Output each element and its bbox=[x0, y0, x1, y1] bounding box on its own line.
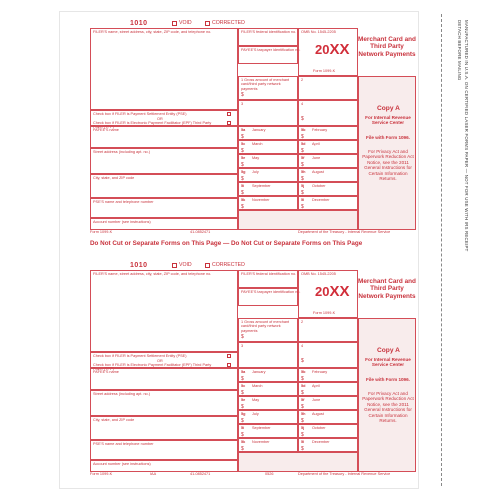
box-5i[interactable] bbox=[238, 424, 298, 438]
dollar-sign: $ bbox=[241, 148, 244, 154]
box3-label: 3 bbox=[241, 344, 244, 348]
month-name: February bbox=[312, 128, 328, 132]
filer-tin-label: FILER'S federal identification no. bbox=[241, 30, 297, 34]
box-5e[interactable] bbox=[238, 396, 298, 410]
form-title: Merchant Card and Third Party Network Payments bbox=[358, 278, 416, 300]
dollar-sign: $ bbox=[301, 358, 304, 364]
month-code: 5f bbox=[301, 398, 305, 402]
year-prefix: 20 bbox=[315, 284, 330, 299]
footer-dept: Department of the Treasury - Internal Revenue Service bbox=[298, 472, 391, 476]
box-5b[interactable] bbox=[298, 368, 358, 382]
epf-checkbox[interactable] bbox=[227, 363, 231, 367]
box4[interactable] bbox=[298, 342, 358, 368]
corrected-label: CORRECTED bbox=[212, 20, 245, 26]
filer-label: FILER'S name, street address, city, state, ZIP code, and telephone no. bbox=[93, 30, 212, 34]
footer-form: Form 1099-K bbox=[90, 230, 113, 234]
dollar-sign: $ bbox=[301, 404, 304, 410]
dollar-sign: $ bbox=[241, 190, 244, 196]
void-checkbox[interactable] bbox=[172, 263, 177, 268]
footer-iaa: IAA bbox=[150, 472, 157, 476]
box-5j[interactable] bbox=[298, 182, 358, 196]
box-5j[interactable] bbox=[298, 424, 358, 438]
copy-a-label: Copy A bbox=[377, 105, 400, 112]
box-5l[interactable] bbox=[298, 438, 358, 452]
payee-tin-box[interactable] bbox=[238, 288, 301, 306]
dollar-sign: $ bbox=[241, 418, 244, 424]
privacy-notice: For Privacy Act and Paperwork Reduction Act Notice, see the 2011 General Instructions for Certain Information Returns. bbox=[362, 149, 414, 182]
box-5e[interactable] bbox=[238, 154, 298, 168]
dollar-sign: $ bbox=[241, 432, 244, 438]
for-irs-label: For Internal Revenue Service Center bbox=[365, 115, 411, 126]
box1-gross-amount[interactable] bbox=[238, 318, 298, 342]
month-name: July bbox=[252, 170, 259, 174]
dollar-sign: $ bbox=[241, 162, 244, 168]
month-name: August bbox=[312, 170, 324, 174]
city-label: City, state, and ZIP code bbox=[93, 176, 135, 180]
form-code: 1010 bbox=[130, 262, 148, 269]
box-5a[interactable] bbox=[238, 368, 298, 382]
form-title: Merchant Card and Third Party Network Payments bbox=[358, 36, 416, 58]
box2[interactable] bbox=[298, 76, 358, 100]
payee-name-label: PAYEE'S name bbox=[93, 370, 119, 374]
void-label: VOID bbox=[179, 20, 192, 26]
box3-label: 3 bbox=[241, 102, 244, 106]
month-name: December bbox=[312, 198, 330, 202]
box-5d[interactable] bbox=[298, 140, 358, 154]
month-code: 5g bbox=[241, 170, 246, 174]
dollar-sign: $ bbox=[301, 418, 304, 424]
epf-checkbox[interactable] bbox=[227, 121, 231, 125]
box2-label: 2 bbox=[301, 78, 304, 82]
month-code: 5k bbox=[241, 198, 246, 202]
form-copy-bottom bbox=[60, 262, 418, 478]
dollar-sign: $ bbox=[241, 376, 244, 382]
month-code: 5a bbox=[241, 128, 246, 132]
copy-a-label: Copy A bbox=[377, 347, 400, 354]
month-code: 5l bbox=[301, 440, 305, 444]
dollar-sign: $ bbox=[241, 176, 244, 182]
tax-year bbox=[315, 285, 349, 299]
filer-box[interactable] bbox=[90, 28, 238, 110]
month-name: April bbox=[312, 142, 320, 146]
form-name-inline: Form 1099-K bbox=[313, 69, 336, 73]
copy-a-panel bbox=[358, 318, 416, 472]
month-code: 5f bbox=[301, 156, 305, 160]
copy-a-panel bbox=[358, 76, 416, 230]
box3[interactable] bbox=[238, 100, 298, 126]
dollar-sign: $ bbox=[241, 204, 244, 210]
box4-label: 4 bbox=[301, 344, 304, 348]
month-code: 5j bbox=[301, 184, 305, 188]
epf-check-label: Check box if FILER is Electronic Payment Facilitator (EPF) Third Party Payer (TPP) bbox=[93, 362, 212, 371]
form-name-inline: Form 1099-K bbox=[313, 311, 336, 315]
city-box[interactable] bbox=[90, 416, 238, 440]
box1-label: 1 Gross amount of merchant card/third party network payments bbox=[241, 78, 290, 91]
month-code: 5b bbox=[301, 370, 306, 374]
void-checkbox[interactable] bbox=[172, 21, 177, 26]
corrected-checkbox[interactable] bbox=[205, 263, 210, 268]
box-5d[interactable] bbox=[298, 382, 358, 396]
month-code: 5b bbox=[301, 128, 306, 132]
box-5k[interactable] bbox=[238, 438, 298, 452]
filer-tin-label: FILER'S federal identification no. bbox=[241, 272, 297, 276]
pse-name-label: PSE'S name and telephone number bbox=[93, 200, 154, 204]
dollar-sign: $ bbox=[301, 390, 304, 396]
month-code: 5d bbox=[301, 384, 306, 388]
form-code: 1010 bbox=[130, 20, 148, 27]
month-code: 5i bbox=[241, 184, 245, 188]
box-5h[interactable] bbox=[298, 410, 358, 424]
month-code: 5h bbox=[301, 170, 306, 174]
month-code: 5e bbox=[241, 156, 246, 160]
dollar-sign: $ bbox=[241, 446, 244, 452]
account-label: Account number (see instructions) bbox=[93, 462, 151, 466]
city-label: City, state, and ZIP code bbox=[93, 418, 135, 422]
box-5h[interactable] bbox=[298, 168, 358, 182]
footer-cat: 41-0852471 bbox=[190, 472, 211, 476]
payee-name-label: PAYEE'S name bbox=[93, 128, 119, 132]
box-5f[interactable] bbox=[298, 396, 358, 410]
month-name: March bbox=[252, 384, 263, 388]
pse-checkbox[interactable] bbox=[227, 354, 231, 358]
corrected-checkbox[interactable] bbox=[205, 21, 210, 26]
dollar-sign: $ bbox=[241, 134, 244, 140]
filer-tin-box[interactable] bbox=[238, 270, 298, 288]
omb-number: OMB No. 1545-2205 bbox=[301, 272, 336, 276]
month-name: April bbox=[312, 384, 320, 388]
pse-checkbox[interactable] bbox=[227, 112, 231, 116]
footer-form: Form 1099-K bbox=[90, 472, 113, 476]
pse-name-label: PSE'S name and telephone number bbox=[93, 442, 154, 446]
box-5c[interactable] bbox=[238, 382, 298, 396]
month-code: 5c bbox=[241, 142, 246, 146]
epf-check-label: Check box if FILER is Electronic Payment Facilitator (EPF) Third Party Payer (TPP) bbox=[93, 120, 212, 129]
file-with-label: File with Form 1096. bbox=[366, 135, 410, 140]
payee-tin-label: PAYEE'S taxpayer identification no. bbox=[241, 290, 301, 294]
month-name: October bbox=[312, 184, 326, 188]
do-not-cut-notice: Do Not Cut or Separate Forms on This Page — Do Not Cut or Separate Forms on This Page bbox=[90, 240, 363, 247]
city-box[interactable] bbox=[90, 174, 238, 198]
pse-check-label: Check box if FILER is Payment Settlement Entity (PSE) bbox=[93, 112, 187, 116]
month-name: November bbox=[252, 440, 270, 444]
shaded-area bbox=[238, 452, 358, 472]
pse-name-box[interactable] bbox=[90, 440, 238, 460]
manufacture-notice: MANUFACTURED IN U.S.A. ON CERTIFIED LASER FORMS PAPER — NOT FOR USE WITH IRS RECEIPT bbox=[464, 20, 469, 252]
month-name: September bbox=[252, 426, 271, 430]
dollar-sign: $ bbox=[301, 204, 304, 210]
month-name: October bbox=[312, 426, 326, 430]
month-code: 5g bbox=[241, 412, 246, 416]
year-suffix: XX bbox=[329, 283, 350, 300]
shaded-area bbox=[238, 210, 358, 230]
dollar-sign: $ bbox=[301, 190, 304, 196]
payee-tin-box[interactable] bbox=[238, 46, 301, 64]
file-with-label: File with Form 1096. bbox=[366, 377, 410, 382]
dollar-sign: $ bbox=[301, 162, 304, 168]
form-copy-top bbox=[60, 20, 418, 236]
month-name: December bbox=[312, 440, 330, 444]
box-5f[interactable] bbox=[298, 154, 358, 168]
street-label: Street address (including apt. no.) bbox=[93, 150, 150, 154]
box-5c[interactable] bbox=[238, 140, 298, 154]
box2[interactable] bbox=[298, 318, 358, 342]
payee-name-box[interactable] bbox=[90, 126, 238, 148]
detach-notice: DETACH BEFORE MAILING bbox=[457, 20, 462, 81]
month-code: 5j bbox=[301, 426, 305, 430]
box-5l[interactable] bbox=[298, 196, 358, 210]
box-5i[interactable] bbox=[238, 182, 298, 196]
side-margin-text bbox=[452, 20, 476, 480]
box-5a[interactable] bbox=[238, 126, 298, 140]
for-irs-label: For Internal Revenue Service Center bbox=[365, 357, 411, 368]
month-name: May bbox=[252, 156, 260, 160]
month-code: 5c bbox=[241, 384, 246, 388]
month-code: 5d bbox=[301, 142, 306, 146]
month-code: 5i bbox=[241, 426, 245, 430]
payee-name-box[interactable] bbox=[90, 368, 238, 390]
omb-year-box bbox=[298, 28, 358, 76]
dollar-sign: $ bbox=[301, 134, 304, 140]
account-label: Account number (see instructions) bbox=[93, 220, 151, 224]
dollar-sign: $ bbox=[301, 176, 304, 182]
box-5g[interactable] bbox=[238, 410, 298, 424]
filer-box[interactable] bbox=[90, 270, 238, 352]
dollar-sign: $ bbox=[241, 92, 244, 98]
month-name: June bbox=[312, 156, 321, 160]
year-suffix: XX bbox=[329, 41, 350, 58]
privacy-notice: For Privacy Act and Paperwork Reduction Act Notice, see the 2011 General Instructions for Certain Information Returns. bbox=[362, 391, 414, 424]
month-name: February bbox=[312, 370, 328, 374]
month-code: 5e bbox=[241, 398, 246, 402]
dollar-sign: $ bbox=[241, 334, 244, 340]
footer-cat: 41-0852471 bbox=[190, 230, 211, 234]
pse-epf-box bbox=[90, 110, 238, 129]
perforation-line bbox=[441, 14, 442, 486]
year-prefix: 20 bbox=[315, 42, 330, 57]
dollar-sign: $ bbox=[301, 446, 304, 452]
footer-code2: 0526 bbox=[265, 472, 274, 476]
dollar-sign: $ bbox=[301, 148, 304, 154]
form-sheet bbox=[60, 12, 418, 488]
month-name: July bbox=[252, 412, 259, 416]
pse-epf-box bbox=[90, 352, 238, 371]
omb-number: OMB No. 1545-2205 bbox=[301, 30, 336, 34]
month-name: June bbox=[312, 398, 321, 402]
pse-name-box[interactable] bbox=[90, 198, 238, 218]
month-name: August bbox=[312, 412, 324, 416]
box4-label: 4 bbox=[301, 102, 304, 106]
box2-label: 2 bbox=[301, 320, 304, 324]
street-box[interactable] bbox=[90, 390, 238, 416]
tax-year bbox=[315, 43, 349, 57]
month-code: 5a bbox=[241, 370, 246, 374]
month-name: January bbox=[252, 128, 266, 132]
month-name: January bbox=[252, 370, 266, 374]
month-name: November bbox=[252, 198, 270, 202]
filer-label: FILER'S name, street address, city, state, ZIP code, and telephone no. bbox=[93, 272, 212, 276]
payee-tin-label: PAYEE'S taxpayer identification no. bbox=[241, 48, 301, 52]
month-name: September bbox=[252, 184, 271, 188]
box1-label: 1 Gross amount of merchant card/third party network payments bbox=[241, 320, 290, 333]
month-code: 5k bbox=[241, 440, 246, 444]
omb-year-box bbox=[298, 270, 358, 318]
month-name: May bbox=[252, 398, 260, 402]
month-code: 5h bbox=[301, 412, 306, 416]
box-5g[interactable] bbox=[238, 168, 298, 182]
dollar-sign: $ bbox=[301, 432, 304, 438]
filer-tin-box[interactable] bbox=[238, 28, 298, 46]
footer-dept: Department of the Treasury - Internal Revenue Service bbox=[298, 230, 391, 234]
dollar-sign: $ bbox=[301, 116, 304, 122]
dollar-sign: $ bbox=[301, 376, 304, 382]
box-5k[interactable] bbox=[238, 196, 298, 210]
street-box[interactable] bbox=[90, 148, 238, 174]
box-5b[interactable] bbox=[298, 126, 358, 140]
street-label: Street address (including apt. no.) bbox=[93, 392, 150, 396]
void-label: VOID bbox=[179, 262, 192, 268]
month-name: March bbox=[252, 142, 263, 146]
pse-check-label: Check box if FILER is Payment Settlement Entity (PSE) bbox=[93, 354, 187, 358]
dollar-sign: $ bbox=[241, 390, 244, 396]
or-label: OR bbox=[157, 116, 163, 121]
box3[interactable] bbox=[238, 342, 298, 368]
account-box[interactable] bbox=[90, 218, 238, 230]
account-box[interactable] bbox=[90, 460, 238, 472]
box4[interactable] bbox=[298, 100, 358, 126]
dollar-sign: $ bbox=[241, 404, 244, 410]
box1-gross-amount[interactable] bbox=[238, 76, 298, 100]
month-code: 5l bbox=[301, 198, 305, 202]
corrected-label: CORRECTED bbox=[212, 262, 245, 268]
or-label: OR bbox=[157, 358, 163, 363]
